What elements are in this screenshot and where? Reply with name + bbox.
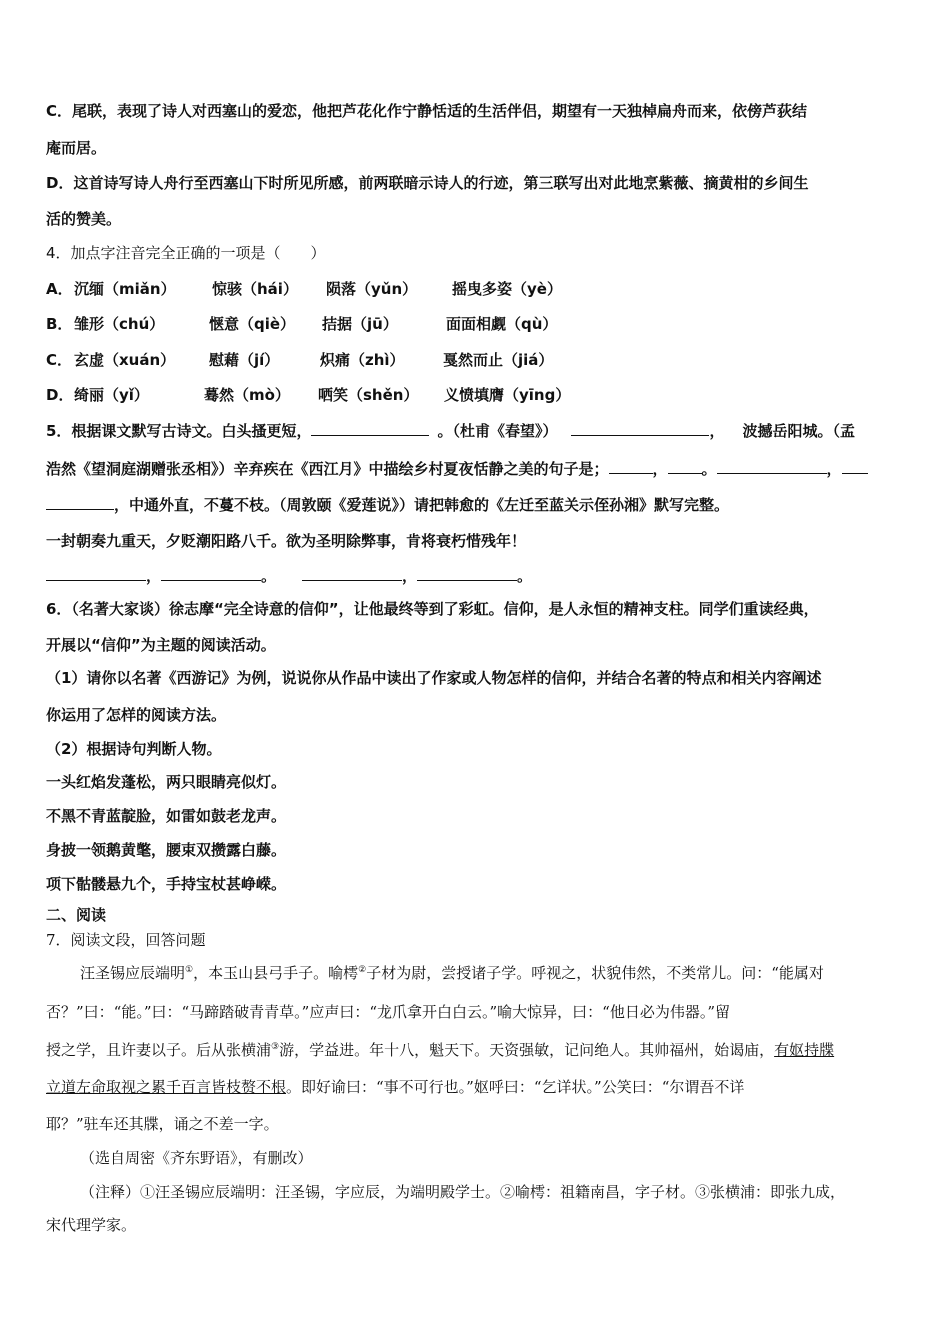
q7-passage-line2: 否？”曰：“能。”曰：“马蹄踏破青青草。”应声曰：“龙爪拿开白白云。”喻大惊异，曰：“他日必为伟器。”留 — [46, 1003, 731, 1021]
q5-text: 5．根据课文默写古诗文。白头搔更短， — [46, 422, 312, 440]
option-label: A． — [46, 280, 73, 298]
q5-text: ， — [402, 567, 418, 585]
q5-text: ， — [146, 567, 162, 585]
passage-text: 游，学益进。年十八，魁天下。天资强敏，记问绝人。其帅福州，始谒庙， — [279, 1041, 775, 1059]
option-label: D． — [46, 386, 74, 404]
q7-stem: 7．阅读文段，回答问题 — [46, 931, 206, 949]
q4-option-a — [46, 279, 562, 299]
option-word: 沉缅（miǎn） — [74, 280, 176, 298]
option-word: 拮据（jū） — [322, 315, 398, 333]
footnote-marker: ② — [358, 965, 367, 975]
underlined-sentence: 有妪持牒 — [774, 1041, 835, 1059]
footnote-marker: ① — [185, 965, 194, 975]
q5-line2 — [46, 459, 868, 479]
q5-line5 — [46, 566, 532, 586]
q5-text: ， — [826, 460, 842, 478]
q4-option-d — [46, 385, 570, 405]
q5-text: 。 — [517, 567, 533, 585]
option-word: 惬意（qiè） — [209, 315, 296, 333]
q7-passage-line3 — [46, 1040, 834, 1060]
q5-text: 。 — [261, 567, 277, 585]
q6-part2: （2）根据诗句判断人物。 — [46, 740, 222, 758]
option-word: 义愤填膺（yīng） — [444, 386, 571, 404]
q6-part1-line2: 你运用了怎样的阅读方法。 — [46, 706, 227, 724]
q3-option-c-line1: C．尾联，表现了诗人对西塞山的爱恋，他把芦花化作宁静恬适的生活伴侣，期望有一天独棹扁舟而来，依傍芦荻结 — [46, 102, 808, 120]
underlined-sentence: 立道左命取视之累千百言皆枝赘不根 — [46, 1078, 287, 1096]
answer-blank[interactable] — [842, 459, 868, 474]
q3-option-d-line1: D．这首诗写诗人舟行至西塞山下时所见所感，前两联暗示诗人的行迹，第三联写出对此地烹紫薇、摘黄柑的乡间生 — [46, 174, 809, 192]
footnote-marker: ③ — [271, 1042, 280, 1052]
option-word: 炽痛（zhì） — [320, 351, 405, 369]
q5-text: 。 — [701, 460, 717, 478]
q5-text: 。（杜甫《春望》） — [437, 422, 558, 440]
q7-notes-line1: （注释）①汪圣锡应辰端明：汪圣锡，字应辰，为端明殿学士。②喻樗：祖籍南昌，字子材。③张横浦：即张九成， — [80, 1183, 846, 1201]
answer-blank[interactable] — [571, 421, 709, 436]
option-word: 雏形（chú） — [74, 315, 165, 333]
q3-option-d-line2: 活的赞美。 — [46, 210, 122, 228]
option-label: B． — [46, 315, 73, 333]
q5-text: 浩然《望洞庭湖赠张丞相》）辛弃疾在《西江月》中描绘乡村夏夜恬静之美的句子是； — [46, 460, 609, 478]
q4-stem: 4．加点字注音完全正确的一项是（ ） — [46, 244, 326, 262]
passage-text: 子材为尉，尝授诸子学。呼视之，状貌伟然，不类常儿。问：“能属对 — [366, 964, 824, 982]
option-word: 陨落（yǔn） — [326, 280, 418, 298]
answer-blank[interactable] — [717, 459, 827, 474]
option-word: 戛然而止（jiá） — [443, 351, 554, 369]
answer-blank[interactable] — [302, 566, 402, 581]
q6-line2: 开展以“信仰”为主题的阅读活动。 — [46, 636, 276, 654]
q7-notes-line2: 宋代理学家。 — [46, 1216, 137, 1234]
q6-poem-line: 一头红焰发蓬松，两只眼睛亮似灯。 — [46, 773, 287, 791]
option-word: 蓦然（mò） — [204, 386, 290, 404]
q5-text: 波撼岳阳城。（孟 — [742, 422, 855, 440]
q3-option-c-line2: 庵而居。 — [46, 139, 107, 157]
q5-poem: 一封朝奏九重天，夕贬潮阳路八千。欲为圣明除弊事，肯将衰朽惜残年！ — [46, 532, 527, 550]
q4-option-c — [46, 350, 553, 370]
option-label: C． — [46, 351, 73, 369]
passage-text: 汪圣锡应辰端明 — [80, 964, 186, 982]
q7-passage-line4 — [46, 1077, 744, 1097]
option-word: 摇曳多姿（yè） — [452, 280, 562, 298]
passage-text: ，本玉山县弓手子。喻樗 — [193, 964, 359, 982]
q6-line1: 6．（名著大家谈）徐志摩“完全诗意的信仰”，让他最终等到了彩虹。信仰，是人永恒的精神支柱。同学们重读经典， — [46, 600, 819, 618]
q7-source: （选自周密《齐东野语》，有删改） — [80, 1149, 313, 1167]
answer-blank[interactable] — [161, 566, 261, 581]
q5-line3 — [46, 495, 729, 515]
passage-text: 授之学，且许妻以子。后从张横浦 — [46, 1041, 272, 1059]
answer-blank[interactable] — [46, 566, 146, 581]
q6-part1-line1: （1）请你以名著《西游记》为例，说说你从作品中读出了作家或人物怎样的信仰，并结合名著的特点和相关内容阐述 — [46, 669, 822, 687]
q6-poem-line: 不黑不青蓝靛脸，如雷如鼓老龙声。 — [46, 807, 287, 825]
option-word: 惊骇（hái） — [212, 280, 298, 298]
option-word: 绮丽（yǐ） — [74, 386, 149, 404]
q7-passage-line5: 耶？”驻车还其牒，诵之不差一字。 — [46, 1115, 279, 1133]
q5-text: ， — [652, 460, 668, 478]
answer-blank[interactable] — [46, 495, 114, 510]
option-word: 玄虚（xuán） — [74, 351, 176, 369]
section-heading: 二、阅读 — [46, 906, 107, 924]
q6-poem-line: 身披一领鹅黄氅，腰束双攒露白藤。 — [46, 841, 287, 859]
q6-poem-line: 项下骷髅悬九个，手持宝杖甚峥嵘。 — [46, 875, 287, 893]
answer-blank[interactable] — [609, 459, 653, 474]
answer-blank[interactable] — [311, 421, 429, 436]
option-word: 哂笑（shěn） — [318, 386, 419, 404]
option-word: 面面相觑（qù） — [446, 315, 558, 333]
answer-blank[interactable] — [668, 459, 702, 474]
q5-text: ， — [709, 422, 725, 440]
q7-passage-line1 — [80, 963, 824, 983]
answer-blank[interactable] — [417, 566, 517, 581]
q4-option-b — [46, 314, 557, 334]
q5-text: ，中通外直，不蔓不枝。（周敦颐《爱莲说》）请把韩愈的《左迁至蓝关示侄孙湘》默写完整。 — [114, 496, 730, 514]
q5-line1 — [46, 421, 855, 441]
passage-text: 。即好谕曰：“事不可行也。”妪呼曰：“乞详状。”公笑曰：“尔谓吾不详 — [286, 1078, 745, 1096]
option-word: 慰藉（jí） — [209, 351, 280, 369]
